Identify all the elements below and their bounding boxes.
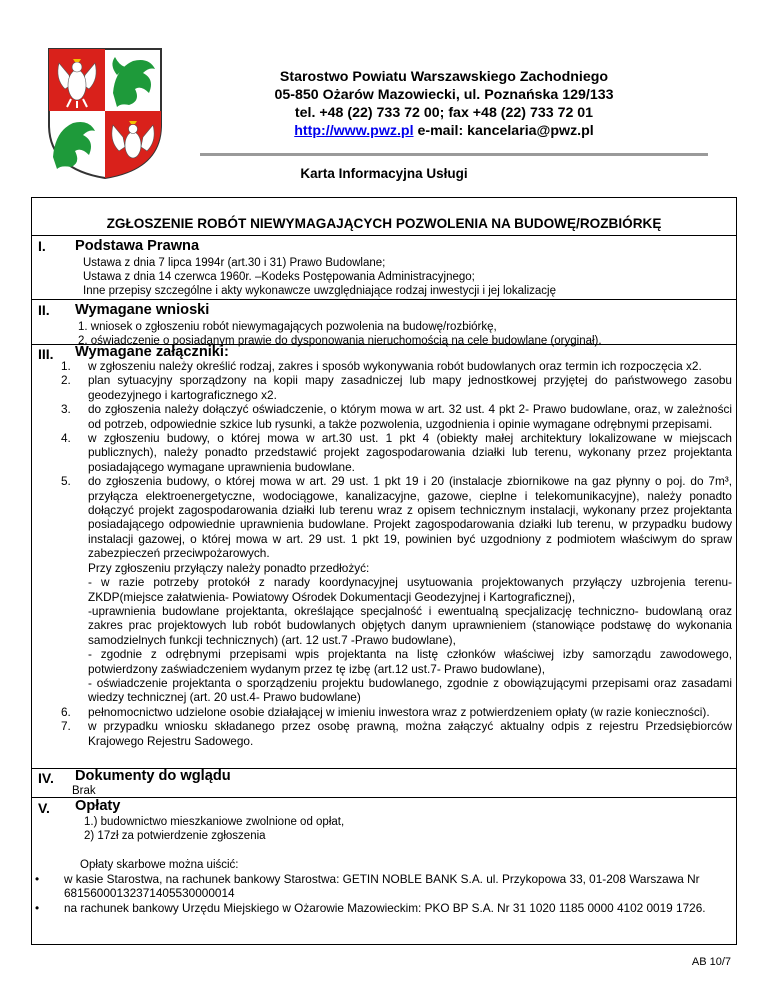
fees-intro: Opłaty skarbowe można uiścić: [80, 859, 239, 871]
item-number: 7. [61, 719, 71, 734]
office-name: Starostwo Powiatu Warszawskiego Zachodniego [279, 69, 609, 85]
section-divider [31, 235, 737, 236]
item-number: 4. [61, 431, 71, 446]
list-item [52, 647, 732, 676]
item-text: Przy zgłoszeniu przyłączy należy ponadto przedłożyć: [88, 560, 370, 575]
item-number: 6. [61, 704, 71, 719]
item-text: - zgodnie z odrębnymi przepisami wpis projektanta na listę członków właściwej izby samorządu zawodowego, potwierdzony zaświadczeniem wydanym przez tę izbę (art.12 ust.7- Prawo budowlane), [88, 647, 732, 676]
item-text: plan sytuacyjny sporządzony na kopii mapy zasadniczej lub mapy jednostkowej przyjętej do państwowego zasobu geodezyjnego i kartograficznego x2. [88, 373, 732, 402]
section-5-number: V. [38, 800, 50, 816]
section-divider [31, 299, 737, 300]
attachments-list [52, 359, 732, 748]
list-item [52, 604, 732, 647]
office-header [200, 68, 688, 140]
header-divider [200, 153, 708, 156]
item-text: do zgłoszenia należy dołączyć oświadczenie, o którym mowa w art. 32 ust. 4 pkt 2- Prawo budowlane, oraz, w zależności od potrzeb, odpowiednie szkice lub rysunki, a także pozwolenia, uzgodnienia i opinie wymagane odrębnymi przepisami. [88, 402, 732, 431]
section-1-title: Podstawa Prawna [75, 238, 200, 254]
item-text: do zgłoszenia budowy, o której mowa w art. 29 ust. 1 pkt 19 i 20 (instalacje zbiornikowe na gaz płynny o poj. do 7m³, przyłącza elektroenergetyczne, wodociągowe, kanalizacyjne, gazowe, cieplne i telekomunikacyjne), należy ponadto dołączyć projekt zagospodarowania działki lub terenu wraz z opisem technicznym instalacji, wykonany przez projektanta posiadającego odpowiednie uprawnienia budowlane. Projekt zagospodarowania działki lub terenu, w przypadku budowy instalacji gazowej, o której mowa w art. 29 ust. 1 pkt 19, powinien być uzgodniony z podmiotem właściwym do spraw zabezpieczeń przeciwpożarowych. [88, 474, 732, 561]
list-item [52, 575, 732, 604]
coat-of-arms-logo [45, 45, 165, 181]
section-2-title: Wymagane wnioski [75, 302, 210, 318]
section-1-line: Ustawa z dnia 14 czerwca 1960r. –Kodeks Postępowania Administracyjnego; [83, 271, 475, 283]
section-2-line: 1. wniosek o zgłoszeniu robót niewymagających pozwolenia na budowę/rozbiórkę, [78, 321, 497, 333]
list-item [52, 474, 732, 560]
bullet-item [35, 901, 724, 915]
fee-line: 1.) budownictwo mieszkaniowe zwolnione od opłat, [84, 816, 345, 828]
website-link[interactable]: http://www.pwz.pl [294, 123, 414, 139]
list-item [52, 373, 732, 402]
office-contact [200, 122, 688, 140]
document-title: ZGŁOSZENIE ROBÓT NIEWYMAGAJĄCYCH POZWOLENIA NA BUDOWĘ/ROZBIÓRKĘ [106, 216, 662, 231]
bullet-text: w kasie Starostwa, na rachunek bankowy Starostwa: GETIN NOBLE BANK S.A. ul. Przykopowa 33, 01-208 Warszawa Nr 68156000132371405530000014 [64, 872, 700, 901]
section-3-number: III. [38, 346, 54, 362]
item-text: pełnomocnictwo udzielone osobie działającej w imieniu inwestora wraz z potwierdzeniem opłaty (w razie konieczności). [88, 704, 710, 719]
bullet-item [35, 872, 724, 901]
list-item [52, 719, 732, 748]
document-code: AB 10/7 [691, 956, 731, 968]
office-phone-fax: tel. +48 (22) 733 72 00; fax +48 (22) 733 72 01 [294, 105, 594, 121]
item-text: w przypadku wniosku składanego przez osobę prawną, można załączyć aktualny odpis z rejestru Przedsiębiorców Krajowego Rejestru Sadowego. [88, 719, 732, 748]
section-1-line: Inne przepisy szczególne i akty wykonawcze uwzględniające rodzaj inwestycji i jej lokalizację [83, 285, 556, 297]
section-4-number: IV. [38, 770, 54, 786]
item-text: w zgłoszeniu budowy, o której mowa w art.30 ust. 1 pkt 4 (obiekty małej architektury lokalizowane w miejscach publicznych), należy ponadto przedstawić projekt zagospodarowania działki lub terenu, wykonany przez projektanta posiadającego wymagane uprawnienia budowlane. [88, 431, 732, 474]
section-1-line: Ustawa z dnia 7 lipca 1994r (art.30 i 31) Prawo Budowlane; [83, 257, 386, 269]
section-1-number: I. [38, 238, 46, 254]
list-item [52, 705, 732, 719]
bullet-icon: • [35, 872, 40, 886]
list-item [52, 676, 732, 705]
document-subtitle: Karta Informacyjna Usługi [300, 166, 468, 181]
item-number: 3. [61, 402, 71, 417]
section-divider [31, 797, 737, 798]
section-4-text: Brak [72, 785, 96, 797]
section-5-title: Opłaty [75, 798, 121, 814]
section-3-title: Wymagane załączniki: [75, 344, 229, 360]
section-2-line: 2. oświadczenie o posiadanym prawie do dysponowania nieruchomością na cele budowlane (oryginał). [78, 335, 602, 347]
bullet-icon: • [35, 901, 40, 915]
bullet-text: na rachunek bankowy Urzędu Miejskiego w Ożarowie Mazowieckim: PKO BP S.A. Nr 31 1020 1185 0000 4102 0019 1726. [64, 901, 706, 915]
item-number: 2. [61, 373, 71, 388]
item-text: -uprawnienia budowlane projektanta, określające specjalność i ewentualną specjalizację techniczno- budowlaną oraz zakres prac projektowych lub robót budowlanych objętych danym uprawnieniem (stanowiące podstawę do wykonania samodzielnych funkcji technicznych) (art. 12 ust.7 -Prawo budowlane), [88, 603, 732, 647]
section-2-number: II. [38, 302, 50, 318]
list-item [52, 561, 732, 575]
item-number: 5. [61, 474, 71, 489]
office-address: 05-850 Ożarów Mazowiecki, ul. Poznańska 129/133 [274, 87, 614, 103]
fee-line: 2) 17zł za potwierdzenie zgłoszenia [84, 830, 266, 842]
list-item [52, 359, 732, 373]
item-number: 1. [61, 359, 71, 373]
list-item [52, 402, 732, 431]
item-text: - oświadczenie projektanta o sporządzeniu projektu budowlanego, zgodnie z obowiązującymi przepisami oraz zasadami wiedzy technicznej (art. 20 ust.4- Prawo budowlane) [88, 675, 732, 705]
office-email: e-mail: kancelaria@pwz.pl [413, 123, 594, 139]
section-4-title: Dokumenty do wglądu [75, 768, 231, 784]
item-text: - w razie potrzeby protokół z narady koordynacyjnej usytuowania projektowanych przyłączy uzbrojenia terenu- ZKDP(miejsce załatwienia- Powiatowy Ośrodek Dokumentacji Geodezyjnej i Kartograficznej), [88, 575, 732, 604]
list-item [52, 431, 732, 474]
item-text: w zgłoszeniu należy określić rodzaj, zakres i sposób wykonywania robót budowlanych oraz termin ich rozpoczęcia x2. [88, 359, 702, 373]
